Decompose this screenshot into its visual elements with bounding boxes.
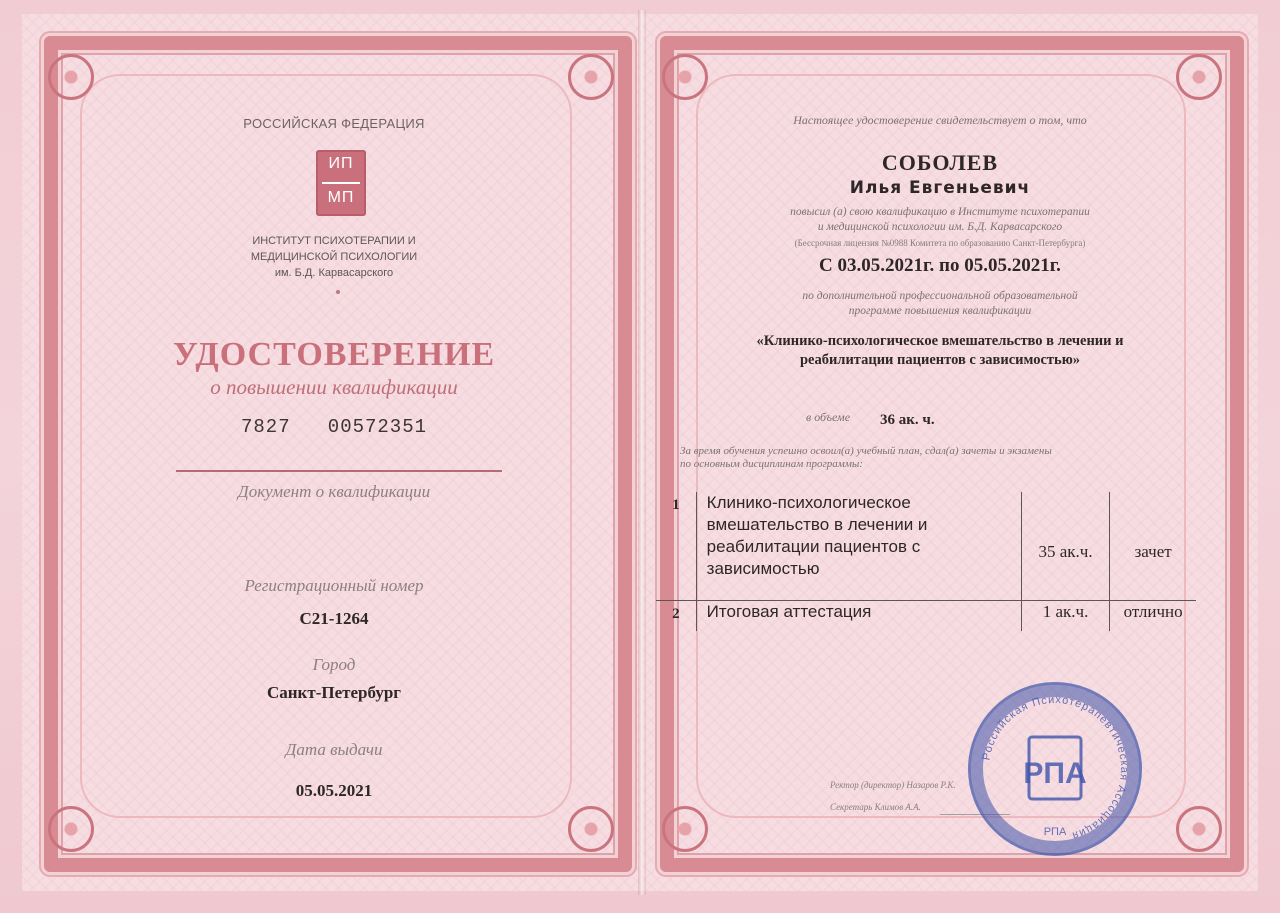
discipline-name-line: реабилитации пациентов с xyxy=(706,537,921,556)
discipline-name-line: зависимостью xyxy=(706,559,820,578)
document-type: Документ о квалификации xyxy=(237,482,431,501)
logo-line-1: ИП xyxy=(328,155,354,172)
serial-number: 7827 00572351 xyxy=(240,416,428,438)
country-label: РОССИЙСКАЯ ФЕДЕРАЦИЯ xyxy=(243,116,425,131)
study-statement-line-1: За время обучения успешно освоил(а) учебный план, сдал(а) зачеты и экзамены xyxy=(680,445,1052,457)
discipline-name xyxy=(696,601,1021,632)
program-title-line-2: реабилитации пациентов с зависимостью» xyxy=(799,352,1081,368)
program-title-line-1: «Клинико-психологическое вмешательство в лечении и xyxy=(756,333,1124,349)
ornament-dot xyxy=(336,290,340,294)
stamp-bottom-text: РПА xyxy=(1043,826,1067,838)
discipline-grade: зачет xyxy=(1110,492,1196,601)
corner-rosette-icon xyxy=(568,54,614,100)
organization-stamp xyxy=(968,682,1142,856)
institute-name-line-2: МЕДИЦИНСКОЙ ПСИХОЛОГИИ xyxy=(250,251,418,263)
qualification-line-1: повысил (а) свою квалификацию в Институте психотерапии xyxy=(790,206,1090,218)
corner-rosette-icon xyxy=(48,806,94,852)
institute-logo xyxy=(316,150,366,216)
corner-rosette-icon xyxy=(662,54,708,100)
rector-signature-label: Ректор (директор) Назаров Р.К. xyxy=(830,780,956,790)
discipline-name-line: Итоговая аттестация xyxy=(706,602,872,621)
document-subtitle: о повышении квалификации xyxy=(210,375,458,399)
city-label: Город xyxy=(312,655,356,674)
stamp-seal-icon xyxy=(971,685,1139,853)
study-period: С 03.05.2021г. по 05.05.2021г. xyxy=(819,255,1061,276)
certification-intro: Настоящее удостоверение свидетельствует о том, что xyxy=(793,113,1087,127)
license-note: (Бессрочная лицензия №0988 Комитета по образованию Санкт-Петербурга) xyxy=(794,238,1086,248)
program-type-line-1: по дополнительной профессиональной образовательной xyxy=(802,290,1078,302)
discipline-number: 2 xyxy=(656,601,696,632)
corner-rosette-icon xyxy=(1176,806,1222,852)
stamp-ring-text: Российская Психотерапевтическая Ассоциация xyxy=(980,693,1131,842)
corner-rosette-icon xyxy=(568,806,614,852)
table-row xyxy=(656,492,1196,601)
stamp-center-monogram: РПА xyxy=(1023,757,1087,790)
corner-rosette-icon xyxy=(662,806,708,852)
divider-line xyxy=(176,470,502,472)
program-type-line-2: программе повышения квалификации xyxy=(848,305,1032,317)
issue-date-value: 05.05.2021 xyxy=(295,781,373,800)
volume-label: в объеме xyxy=(806,410,851,424)
corner-rosette-icon xyxy=(48,54,94,100)
document-title: УДОСТОВЕРЕНИЕ xyxy=(172,336,496,373)
issue-date-label: Дата выдачи xyxy=(285,740,383,759)
discipline-hours: 35 ак.ч. xyxy=(1021,492,1109,601)
discipline-name-line: Клинико-психологическое xyxy=(706,493,911,512)
city-value: Санкт-Петербург xyxy=(266,683,402,702)
disciplines-table xyxy=(656,492,1196,631)
discipline-name xyxy=(696,492,1021,601)
holder-given-names: Илья Евгеньевич xyxy=(849,178,1031,198)
page-fold xyxy=(638,10,646,895)
discipline-grade: отлично xyxy=(1110,601,1196,632)
discipline-number: 1 xyxy=(672,497,680,513)
table-row xyxy=(656,601,1196,632)
registration-label: Регистрационный номер xyxy=(244,576,424,595)
discipline-hours: 1 ак.ч. xyxy=(1021,601,1109,632)
holder-surname: СОБОЛЕВ xyxy=(881,150,999,175)
logo-line-2: МП xyxy=(322,182,360,212)
qualification-line-2: и медицинской психологии им. Б.Д. Карвасарского xyxy=(817,221,1063,233)
secretary-signature-label: Секретарь Климов А.А. xyxy=(830,802,921,812)
registration-number: С21-1264 xyxy=(299,609,369,628)
institute-name-line-3: им. Б.Д. Карвасарского xyxy=(274,267,394,279)
study-statement-line-2: по основным дисциплинам программы: xyxy=(680,458,863,470)
volume-value: 36 ак. ч. xyxy=(880,412,935,428)
institute-name-line-1: ИНСТИТУТ ПСИХОТЕРАПИИ И xyxy=(252,235,416,247)
discipline-name-line: вмешательство в лечении и xyxy=(706,515,928,534)
corner-rosette-icon xyxy=(1176,54,1222,100)
